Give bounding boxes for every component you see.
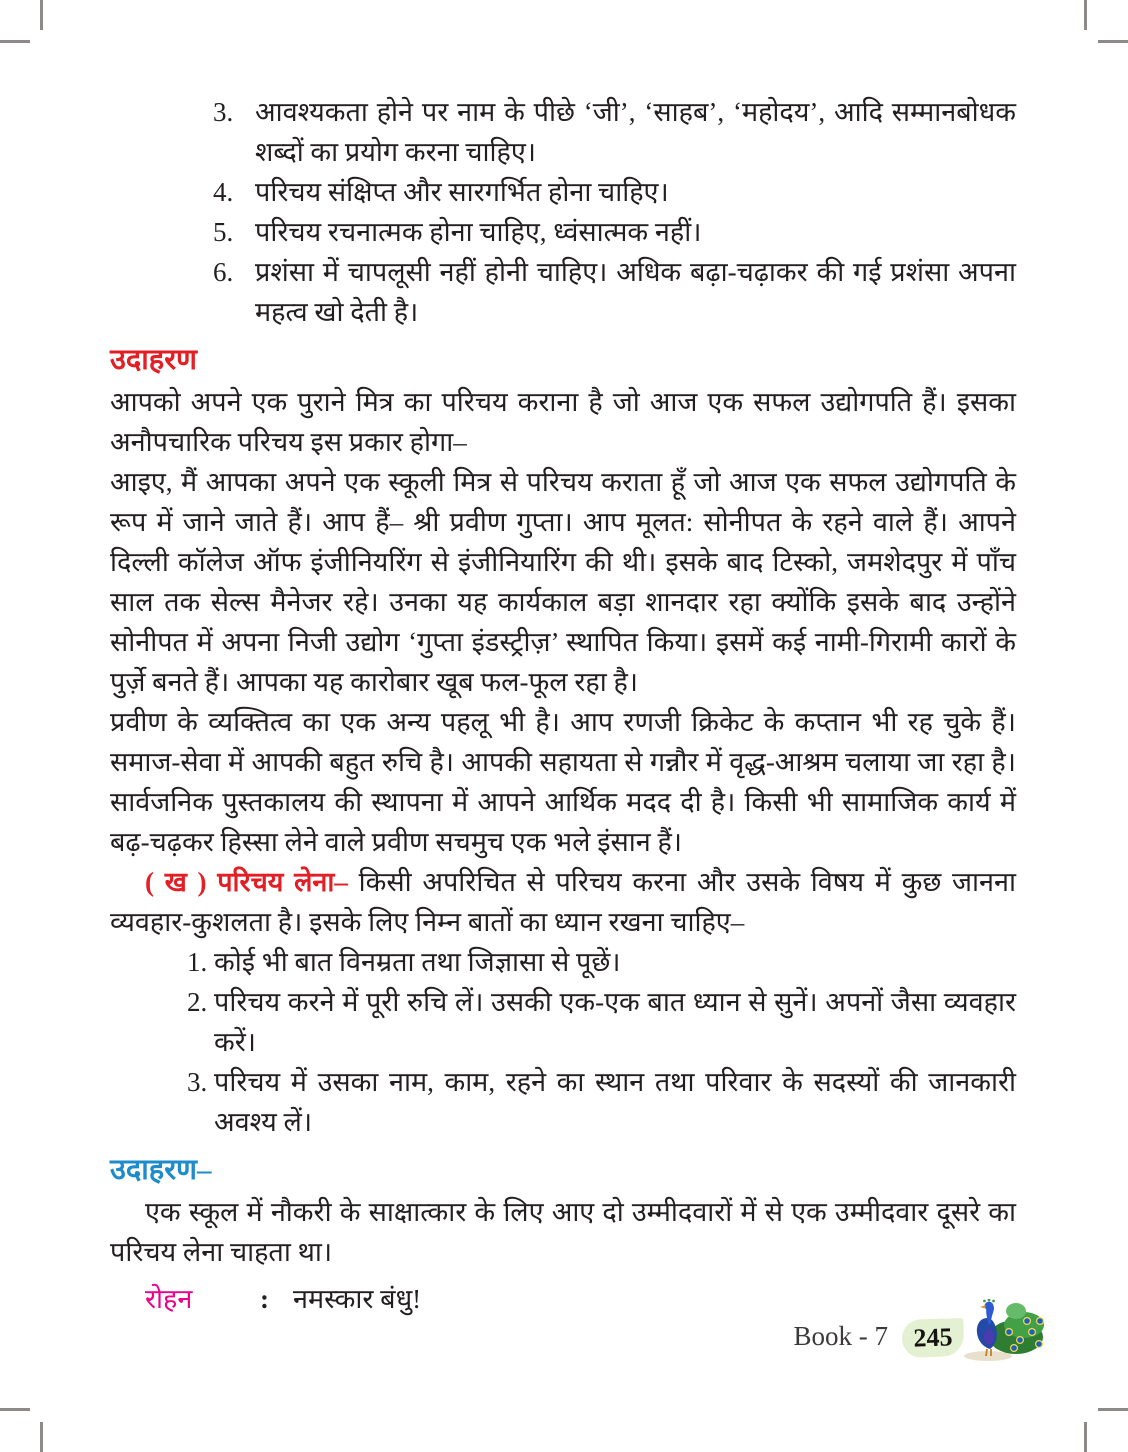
list-item — [110, 1062, 1016, 1142]
crop-mark — [0, 40, 30, 43]
crop-mark — [1098, 1408, 1128, 1411]
peacock-icon — [956, 1299, 1048, 1368]
list-item-text: प्रशंसा में चापलूसी नहीं होनी चाहिए। अधिक बढ़ा-चढ़ाकर की गई प्रशंसा अपना महत्व खो देती है। — [255, 257, 1016, 327]
dialogue-text: नमस्कार बंधु! — [293, 1284, 422, 1314]
list-item — [110, 252, 1016, 332]
list-item-text: परिचय में उसका नाम, काम, रहने का स्थान तथा परिवार के सदस्यों की जानकारी अवश्य लें। — [214, 1067, 1016, 1137]
example1-personality-paragraph: प्रवीण के व्यक्तित्व का एक अन्य पहलू भी है। आप रणजी क्रिकेट के कप्तान भी रह चुके हैं। समाज-सेवा में आपकी बहुत रुचि है। आपकी सहायता से गन्नौर में वृद्ध-आश्रम चलाया जा रहा है। सार्वजनिक पुस्तकालय की स्थापना में आपने आर्थिक मदद दी है। किसी भी सामाजिक कार्य में बढ़-चढ़कर हिस्सा लेने वाले प्रवीण सचमुच एक भले इंसान हैं। — [110, 707, 1016, 857]
dialogue-speaker: रोहन — [145, 1284, 193, 1314]
page-footer — [794, 1306, 1049, 1366]
list-item-number: 3. — [213, 97, 234, 127]
crop-mark — [40, 1422, 43, 1452]
example2-heading: उदाहरण– — [110, 1154, 212, 1186]
crop-mark — [1098, 40, 1128, 43]
list-item-number: 5. — [213, 217, 234, 247]
list-item-text: परिचय रचनात्मक होना चाहिए, ध्वंसात्मक नहीं। — [255, 217, 702, 247]
example2-paragraph: एक स्कूल में नौकरी के साक्षात्कार के लिए आए दो उम्मीदवारों में से एक उम्मीदवार दूसरे का परिचय लेना चाहता था। — [110, 1197, 1016, 1267]
section-kha-list — [110, 942, 1016, 1142]
crop-mark — [1084, 0, 1087, 30]
list-item — [110, 942, 1016, 982]
section-kha-paragraph — [110, 862, 1016, 942]
page-number-badge: 245 — [901, 1318, 964, 1358]
dialogue-colon: : — [260, 1284, 269, 1314]
book-label: Book - 7 — [793, 1321, 888, 1351]
list-item — [110, 172, 1016, 212]
list-item — [110, 212, 1016, 252]
list-item-number: 6. — [213, 257, 234, 287]
list-item-number: 1. — [187, 947, 208, 977]
crop-mark — [40, 0, 43, 30]
list-item — [110, 982, 1016, 1062]
list-item-number: 4. — [213, 177, 234, 207]
section-kha-text: किसी अपरिचित से परिचय करना और उसके विषय में कुछ जानना व्यवहार-कुशलता है। इसके लिए निम्न बातों का ध्यान रखना चाहिए– — [110, 867, 1016, 937]
list-item-text: परिचय संक्षिप्त और सारगर्भित होना चाहिए। — [255, 177, 669, 207]
list-item — [110, 92, 1016, 172]
example1-heading: उदाहरण — [110, 344, 198, 376]
list-item-number: 3. — [187, 1067, 208, 1097]
list-item-text: परिचय करने में पूरी रुचि लें। उसकी एक-एक बात ध्यान से सुनें। अपनों जैसा व्यवहार करें। — [214, 987, 1016, 1057]
rules-list-continued — [110, 92, 1016, 332]
section-kha-title: ( ख ) परिचय लेना– — [145, 867, 359, 897]
example1-introduction-paragraph: आइए, मैं आपका अपने एक स्कूली मित्र से परिचय कराता हूँ जो आज एक सफल उद्योगपति के रूप में जाने जाते हैं। आप हैं– श्री प्रवीण गुप्ता। आप मूलत: सोनीपत के रहने वाले हैं। आपने दिल्ली कॉलेज ऑफ इंजीनियरिंग से इंजीनियारिंग की थी। इसके बाद टिस्को, जमशेदपुर में पाँच साल तक सेल्स मैनेजर रहे। उनका यह कार्यकाल बड़ा शानदार रहा क्योंकि इसके बाद उन्होंने सोनीपत में अपना निजी उद्योग ‘गुप्ता इंडस्ट्रीज़’ स्थापित किया। इसमें कई नामी-गिरामी कारों के पुर्ज़े बनते हैं। आपका यह कारोबार खूब फल-फूल रहा है। — [110, 467, 1016, 697]
list-item-text: आवश्यकता होने पर नाम के पीछे ‘जी’, ‘साहब’, ‘महोदय’, आदि सम्मानबोधक शब्दों का प्रयोग करना चाहिए। — [255, 97, 1016, 167]
example1-intro-paragraph: आपको अपने एक पुराने मित्र का परिचय कराना है जो आज एक सफल उद्योगपति हैं। इसका अनौपचारिक परिचय इस प्रकार होगा– — [110, 387, 1016, 457]
crop-mark — [1084, 1422, 1087, 1452]
page-content — [110, 92, 1016, 1319]
list-item-text: कोई भी बात विनम्रता तथा जिज्ञासा से पूछें। — [214, 947, 621, 977]
crop-mark — [0, 1408, 30, 1411]
list-item-number: 2. — [187, 987, 208, 1017]
